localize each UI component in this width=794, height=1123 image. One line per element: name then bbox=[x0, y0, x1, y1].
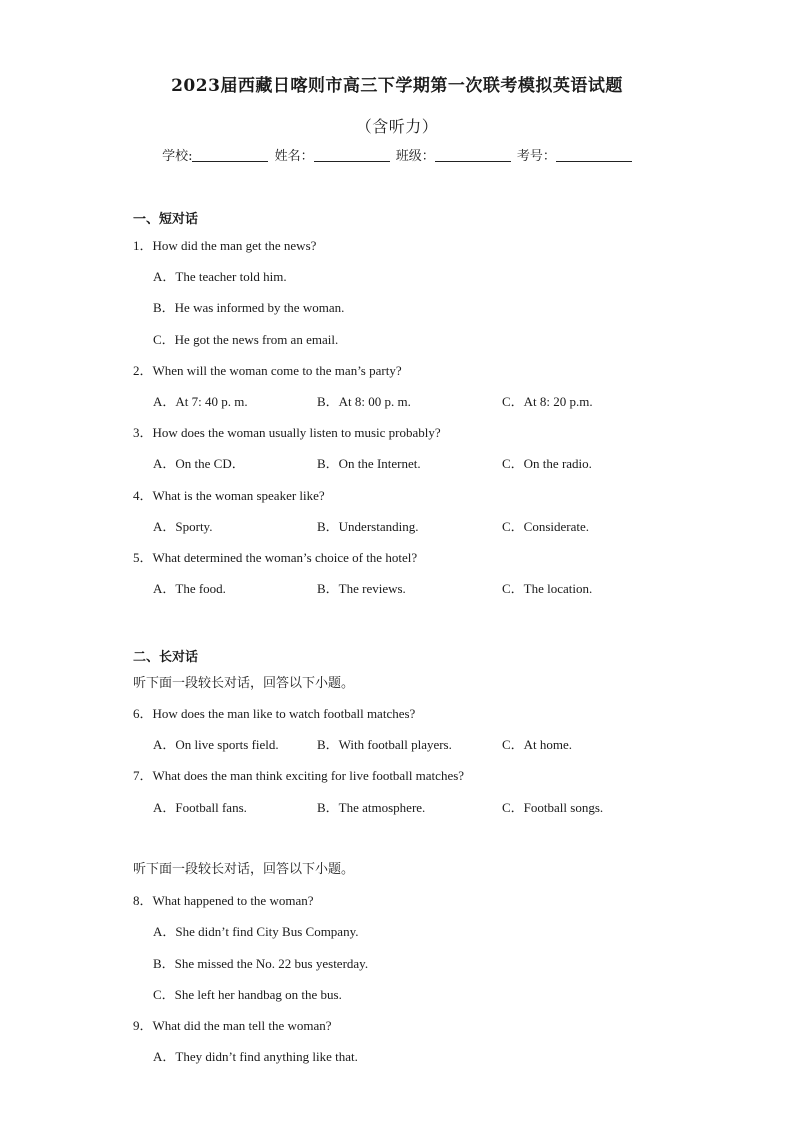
student-info-row bbox=[0, 145, 794, 164]
question-stem: 6．How does the man like to watch football matches? bbox=[133, 706, 416, 721]
question-option: A．She didn’t find City Bus Company. bbox=[153, 924, 359, 939]
section-heading-short-dialogues: 一、短对话 bbox=[133, 212, 199, 227]
section-heading-long-dialogues: 二、长对话 bbox=[133, 650, 199, 665]
question-stem: 5．What determined the woman’s choice of the hotel? bbox=[133, 550, 418, 565]
exam-title: 2023届西藏日喀则市高三下学期第一次联考模拟英语试题 bbox=[171, 76, 623, 96]
question-option: A．On live sports field. bbox=[153, 737, 279, 752]
exam-number-label: 考号： bbox=[516, 149, 556, 164]
section-instruction: 听下面一段较长对话，回答以下小题。 bbox=[133, 676, 355, 691]
school-blank[interactable] bbox=[192, 147, 268, 162]
question-option: A．On the CD． bbox=[153, 456, 245, 471]
question-option: A．Sporty. bbox=[153, 519, 213, 534]
question-option: A．They didn’t find anything like that. bbox=[153, 1049, 358, 1064]
class-blank[interactable] bbox=[435, 147, 511, 162]
question-option: C．Considerate. bbox=[502, 519, 590, 534]
question-option: B．On the Internet. bbox=[317, 456, 421, 471]
question-stem: 2．When will the woman come to the man’s party? bbox=[133, 363, 402, 378]
question-option: C．On the radio. bbox=[502, 456, 592, 471]
question-option: B．Understanding. bbox=[317, 519, 419, 534]
question-option: B．At 8: 00 p. m. bbox=[317, 394, 411, 409]
question-option: B．She missed the No. 22 bus yesterday. bbox=[153, 956, 369, 971]
question-stem: 3．How does the woman usually listen to music probably? bbox=[133, 425, 441, 440]
class-label: 班级： bbox=[395, 149, 435, 164]
question-option: B．With football players. bbox=[317, 737, 452, 752]
question-stem: 7．What does the man think exciting for live football matches? bbox=[133, 768, 465, 783]
question-stem: 8．What happened to the woman? bbox=[133, 893, 314, 908]
question-option: C．At home. bbox=[502, 737, 573, 752]
exam-subtitle: （含听力） bbox=[355, 117, 439, 136]
question-option: B．He was informed by the woman. bbox=[153, 300, 345, 315]
question-option: C．Football songs. bbox=[502, 800, 604, 815]
question-stem: 9．What did the man tell the woman? bbox=[133, 1018, 332, 1033]
question-stem: 4．What is the woman speaker like? bbox=[133, 488, 325, 503]
question-option: C．He got the news from an email. bbox=[153, 332, 339, 347]
school-label: 学校: bbox=[162, 149, 193, 164]
name-blank[interactable] bbox=[314, 147, 390, 162]
question-option: C．At 8: 20 p.m. bbox=[502, 394, 593, 409]
question-option: A．Football fans. bbox=[153, 800, 247, 815]
question-option: B．The atmosphere. bbox=[317, 800, 426, 815]
question-option: A．The teacher told him. bbox=[153, 269, 287, 284]
question-option: A．At 7: 40 p. m. bbox=[153, 394, 248, 409]
question-option: C．She left her handbag on the bus. bbox=[153, 987, 342, 1002]
exam-number-blank[interactable] bbox=[556, 147, 632, 162]
section-instruction: 听下面一段较长对话，回答以下小题。 bbox=[133, 862, 355, 877]
question-option: A．The food. bbox=[153, 581, 226, 596]
name-label: 姓名： bbox=[274, 149, 314, 164]
question-stem: 1．How did the man get the news? bbox=[133, 238, 317, 253]
question-option: C．The location. bbox=[502, 581, 593, 596]
question-option: B．The reviews. bbox=[317, 581, 406, 596]
